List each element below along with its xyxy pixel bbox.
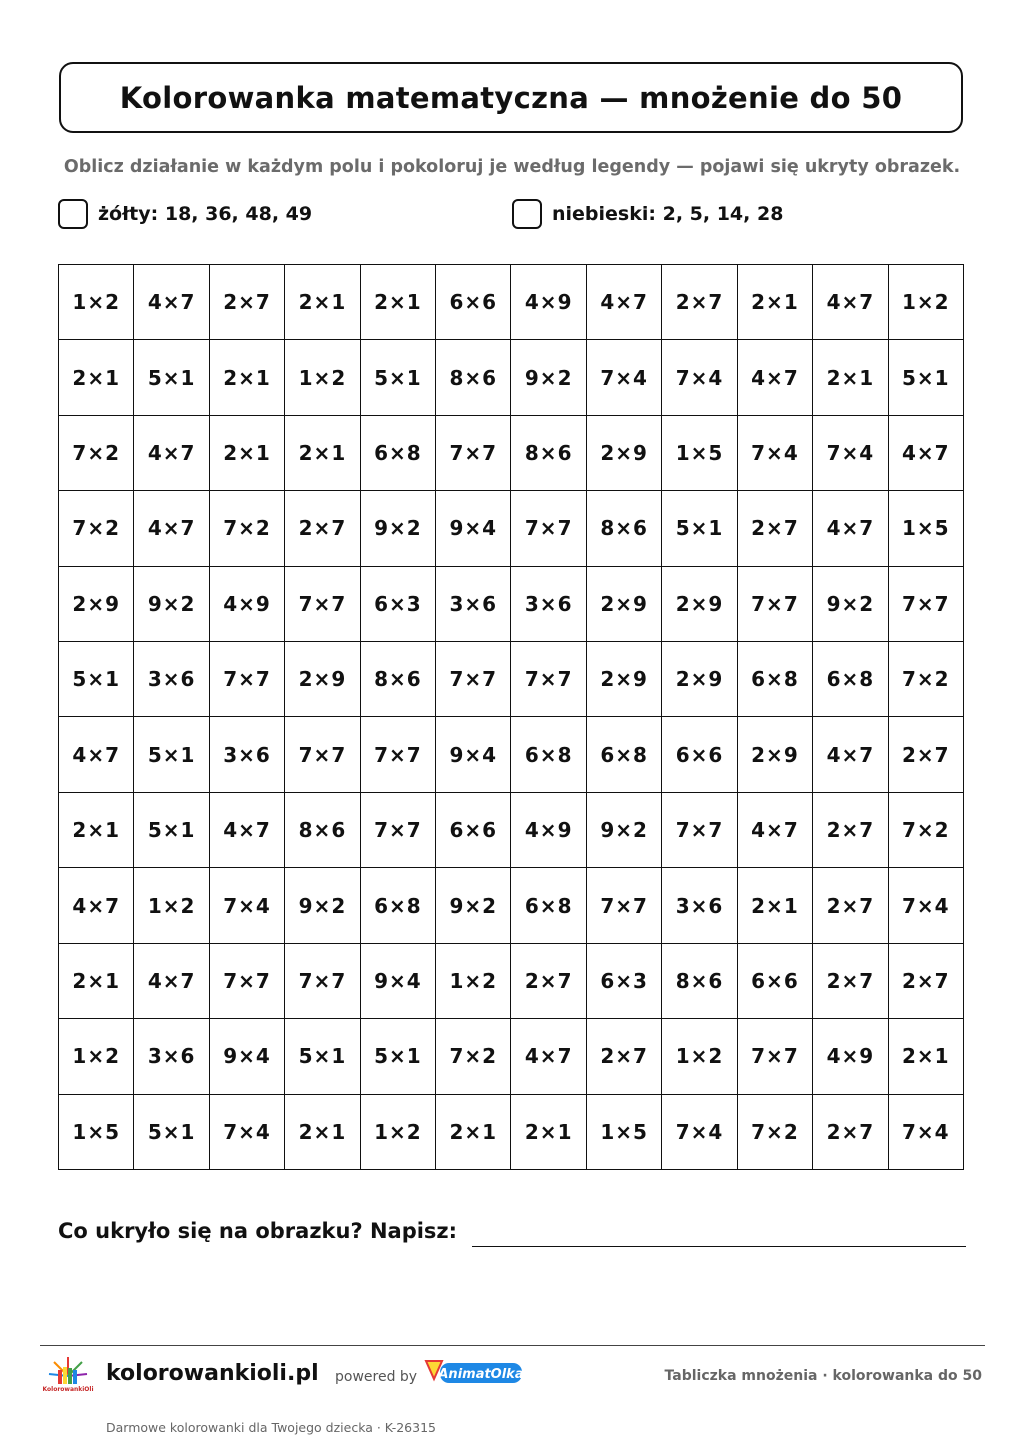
grid-cell[interactable]: 2×7 — [813, 793, 888, 868]
svg-text:KolorowankiOli: KolorowankiOli — [42, 1386, 94, 1393]
svg-text:AnimatOlka: AnimatOlka — [438, 1367, 524, 1382]
grid-cell[interactable]: 2×1 — [285, 265, 360, 340]
legend-yellow-label: żółty: 18, 36, 48, 49 — [98, 203, 313, 225]
grid-cell[interactable]: 7×2 — [889, 642, 964, 717]
grid-cell[interactable]: 4×7 — [134, 416, 209, 491]
legend-yellow — [58, 198, 312, 230]
grid-cell[interactable]: 2×9 — [662, 642, 737, 717]
grid-cell[interactable]: 4×7 — [738, 793, 813, 868]
grid-cell[interactable]: 7×7 — [210, 642, 285, 717]
grid-cell[interactable]: 6×6 — [436, 793, 511, 868]
brand-name: kolorowankioli.pl — [106, 1361, 319, 1386]
grid-cell[interactable]: 2×1 — [511, 1095, 586, 1170]
grid-cell[interactable]: 6×6 — [436, 265, 511, 340]
grid-cell[interactable]: 7×2 — [59, 416, 134, 491]
grid-cell[interactable]: 2×7 — [813, 944, 888, 1019]
grid-cell[interactable]: 1×5 — [587, 1095, 662, 1170]
grid-cell[interactable]: 1×2 — [285, 340, 360, 415]
kolorowankioli-logo-icon — [42, 1354, 94, 1398]
grid-cell[interactable]: 2×1 — [210, 416, 285, 491]
grid-cell[interactable]: 7×7 — [361, 793, 436, 868]
grid-cell[interactable]: 2×1 — [59, 340, 134, 415]
grid-cell[interactable]: 5×1 — [285, 1019, 360, 1094]
grid-cell[interactable]: 2×1 — [285, 1095, 360, 1170]
grid-cell[interactable]: 6×6 — [662, 717, 737, 792]
grid-cell[interactable]: 8×6 — [587, 491, 662, 566]
grid-cell[interactable]: 4×9 — [210, 567, 285, 642]
grid-cell[interactable]: 6×8 — [511, 868, 586, 943]
grid-cell[interactable]: 9×2 — [436, 868, 511, 943]
grid-cell[interactable]: 2×1 — [738, 868, 813, 943]
grid-cell[interactable]: 2×9 — [587, 416, 662, 491]
grid-cell[interactable]: 4×9 — [813, 1019, 888, 1094]
grid-cell[interactable]: 3×6 — [662, 868, 737, 943]
grid-cell[interactable]: 7×7 — [738, 567, 813, 642]
grid-cell[interactable]: 4×7 — [813, 491, 888, 566]
grid-cell[interactable]: 7×7 — [210, 944, 285, 1019]
grid-cell[interactable]: 2×7 — [587, 1019, 662, 1094]
grid-cell[interactable]: 5×1 — [134, 340, 209, 415]
grid-cell[interactable]: 2×9 — [662, 567, 737, 642]
grid-cell[interactable]: 4×7 — [59, 868, 134, 943]
page-title: Kolorowanka matematyczna — mnożenie do 50 — [119, 80, 903, 115]
grid-cell[interactable]: 3×6 — [210, 717, 285, 792]
grid-cell[interactable]: 7×7 — [285, 567, 360, 642]
grid-cell[interactable]: 2×7 — [889, 717, 964, 792]
grid-cell[interactable]: 7×7 — [738, 1019, 813, 1094]
grid-cell[interactable]: 7×2 — [210, 491, 285, 566]
grid-cell[interactable]: 4×7 — [134, 944, 209, 1019]
grid-cell[interactable]: 1×5 — [662, 416, 737, 491]
grid-cell[interactable]: 5×1 — [134, 1095, 209, 1170]
grid-cell[interactable]: 7×2 — [436, 1019, 511, 1094]
legend-blue-label: niebieski: 2, 5, 14, 28 — [552, 203, 784, 225]
legend-blue — [512, 198, 783, 230]
grid-cell[interactable]: 7×4 — [813, 416, 888, 491]
grid-cell[interactable]: 7×4 — [587, 340, 662, 415]
grid-cell[interactable]: 8×6 — [436, 340, 511, 415]
instruction-text: Oblicz działanie w każdym polu i pokoloruj je według legendy — pojawi się ukryty obrazek. — [63, 157, 961, 177]
grid-cell[interactable]: 3×6 — [511, 567, 586, 642]
grid-cell[interactable]: 5×1 — [662, 491, 737, 566]
grid-cell[interactable]: 2×1 — [285, 416, 360, 491]
grid-cell[interactable]: 6×6 — [738, 944, 813, 1019]
grid-cell[interactable]: 7×2 — [59, 491, 134, 566]
grid-cell[interactable]: 7×4 — [889, 1095, 964, 1170]
grid-cell[interactable]: 7×2 — [889, 793, 964, 868]
grid-cell[interactable]: 4×7 — [59, 717, 134, 792]
grid-cell[interactable]: 7×4 — [738, 416, 813, 491]
answer-line[interactable] — [472, 1246, 966, 1247]
grid-cell[interactable]: 1×2 — [361, 1095, 436, 1170]
legend-blue-swatch[interactable] — [512, 199, 542, 229]
grid-cell[interactable]: 4×9 — [511, 265, 586, 340]
grid-cell[interactable]: 2×9 — [587, 567, 662, 642]
animatolka-logo-icon — [424, 1357, 524, 1391]
grid-cell[interactable]: 8×6 — [511, 416, 586, 491]
grid-cell[interactable]: 3×6 — [436, 567, 511, 642]
grid-cell[interactable]: 7×4 — [662, 340, 737, 415]
grid-cell[interactable]: 7×4 — [889, 868, 964, 943]
grid-cell[interactable]: 7×7 — [511, 642, 586, 717]
grid-cell[interactable]: 2×1 — [59, 793, 134, 868]
grid-cell[interactable]: 1×2 — [59, 1019, 134, 1094]
grid-cell[interactable]: 7×4 — [662, 1095, 737, 1170]
footer-tagline: Darmowe kolorowanki dla Twojego dziecka · K-26315 — [106, 1420, 436, 1435]
grid-cell[interactable]: 6×8 — [511, 717, 586, 792]
grid-cell[interactable]: 6×8 — [587, 717, 662, 792]
grid-cell[interactable]: 7×7 — [587, 868, 662, 943]
grid-cell[interactable]: 9×2 — [134, 567, 209, 642]
grid-cell[interactable]: 7×4 — [210, 868, 285, 943]
grid-cell[interactable]: 1×5 — [59, 1095, 134, 1170]
grid-cell[interactable]: 6×8 — [361, 868, 436, 943]
grid-cell[interactable]: 7×7 — [285, 717, 360, 792]
grid-cell[interactable]: 2×7 — [285, 491, 360, 566]
grid-cell[interactable]: 8×6 — [285, 793, 360, 868]
grid-cell[interactable]: 2×1 — [59, 944, 134, 1019]
grid-cell[interactable]: 6×8 — [361, 416, 436, 491]
coloring-grid — [58, 264, 964, 1170]
grid-cell[interactable]: 5×1 — [361, 340, 436, 415]
grid-cell[interactable]: 2×7 — [662, 265, 737, 340]
footer-divider — [40, 1345, 985, 1346]
grid-cell[interactable]: 4×7 — [889, 416, 964, 491]
grid-cell[interactable]: 1×2 — [889, 265, 964, 340]
grid-cell[interactable]: 1×2 — [436, 944, 511, 1019]
grid-cell[interactable]: 1×5 — [889, 491, 964, 566]
grid-cell[interactable]: 6×3 — [361, 567, 436, 642]
grid-cell[interactable]: 9×2 — [285, 868, 360, 943]
grid-cell[interactable]: 2×1 — [738, 265, 813, 340]
grid-cell[interactable]: 7×7 — [889, 567, 964, 642]
grid-cell[interactable]: 7×7 — [436, 416, 511, 491]
grid-cell[interactable]: 2×1 — [361, 265, 436, 340]
grid-cell[interactable]: 7×4 — [210, 1095, 285, 1170]
grid-cell[interactable]: 2×1 — [889, 1019, 964, 1094]
grid-cell[interactable]: 9×2 — [813, 567, 888, 642]
grid-cell[interactable]: 4×7 — [738, 340, 813, 415]
grid-cell[interactable]: 9×4 — [361, 944, 436, 1019]
grid-cell[interactable]: 7×7 — [285, 944, 360, 1019]
grid-cell[interactable]: 3×6 — [134, 1019, 209, 1094]
grid-cell[interactable]: 2×7 — [511, 944, 586, 1019]
grid-cell[interactable]: 4×7 — [134, 491, 209, 566]
grid-cell[interactable]: 2×1 — [813, 340, 888, 415]
grid-cell[interactable]: 4×7 — [813, 265, 888, 340]
grid-cell[interactable]: 5×1 — [134, 717, 209, 792]
grid-cell[interactable]: 1×2 — [662, 1019, 737, 1094]
grid-cell[interactable]: 2×7 — [210, 265, 285, 340]
grid-cell[interactable]: 4×7 — [511, 1019, 586, 1094]
grid-cell[interactable]: 7×7 — [361, 717, 436, 792]
grid-cell[interactable]: 8×6 — [361, 642, 436, 717]
grid-cell[interactable]: 7×7 — [662, 793, 737, 868]
grid-cell[interactable]: 9×2 — [587, 793, 662, 868]
grid-cell[interactable]: 2×9 — [738, 717, 813, 792]
grid-cell[interactable]: 9×4 — [436, 717, 511, 792]
grid-cell[interactable]: 4×7 — [134, 265, 209, 340]
grid-cell[interactable]: 9×2 — [511, 340, 586, 415]
grid-cell[interactable]: 4×7 — [813, 717, 888, 792]
grid-cell[interactable]: 7×7 — [511, 491, 586, 566]
grid-cell[interactable]: 2×7 — [738, 491, 813, 566]
grid-cell[interactable]: 2×9 — [285, 642, 360, 717]
grid-cell[interactable]: 7×2 — [738, 1095, 813, 1170]
grid-cell[interactable]: 4×9 — [511, 793, 586, 868]
grid-cell[interactable]: 5×1 — [889, 340, 964, 415]
grid-cell[interactable]: 7×7 — [436, 642, 511, 717]
grid-cell[interactable]: 8×6 — [662, 944, 737, 1019]
grid-cell[interactable]: 6×8 — [813, 642, 888, 717]
grid-cell[interactable]: 2×7 — [889, 944, 964, 1019]
grid-cell[interactable]: 6×8 — [738, 642, 813, 717]
footer-category: Tabliczka mnożenia · kolorowanka do 50 — [664, 1368, 982, 1384]
title-box — [59, 62, 963, 133]
grid-cell[interactable]: 2×1 — [436, 1095, 511, 1170]
grid-cell[interactable]: 1×2 — [59, 265, 134, 340]
grid-cell[interactable]: 5×1 — [134, 793, 209, 868]
legend-yellow-swatch[interactable] — [58, 199, 88, 229]
grid-cell[interactable]: 2×9 — [59, 567, 134, 642]
grid-cell[interactable]: 2×7 — [813, 868, 888, 943]
grid-cell[interactable]: 5×1 — [361, 1019, 436, 1094]
grid-cell[interactable]: 3×6 — [134, 642, 209, 717]
grid-cell[interactable]: 9×4 — [436, 491, 511, 566]
question-prompt: Co ukryło się na obrazku? Napisz: — [58, 1219, 458, 1243]
grid-cell[interactable]: 9×2 — [361, 491, 436, 566]
grid-cell[interactable]: 2×7 — [813, 1095, 888, 1170]
powered-by-text: powered by — [335, 1369, 418, 1385]
grid-cell[interactable]: 2×1 — [210, 340, 285, 415]
grid-cell[interactable]: 1×2 — [134, 868, 209, 943]
grid-cell[interactable]: 2×9 — [587, 642, 662, 717]
grid-cell[interactable]: 9×4 — [210, 1019, 285, 1094]
grid-cell[interactable]: 4×7 — [210, 793, 285, 868]
grid-cell[interactable]: 4×7 — [587, 265, 662, 340]
grid-cell[interactable]: 6×3 — [587, 944, 662, 1019]
grid-cell[interactable]: 5×1 — [59, 642, 134, 717]
